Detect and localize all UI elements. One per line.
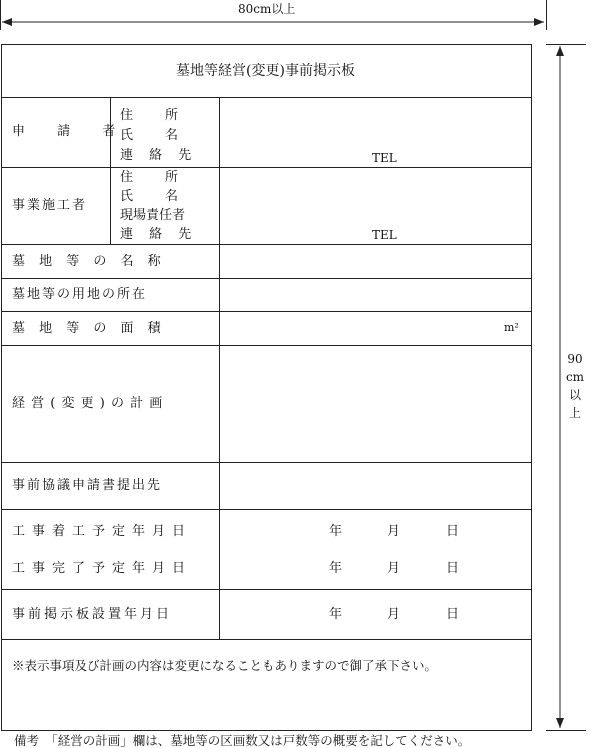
column-divider xyxy=(219,97,220,639)
row-line xyxy=(1,311,531,312)
sublabel-divider xyxy=(110,97,111,244)
area-label: 墓 地 等 の 面 積 xyxy=(12,321,166,336)
plan-label: 経 営 ( 変 更 ) の 計 画 xyxy=(12,396,164,411)
applicant-tel-label: TEL xyxy=(372,151,397,165)
height-label-part: 以 xyxy=(568,388,581,402)
site-manager-label: 現場責任者 xyxy=(120,208,186,223)
start-date-day: 日 xyxy=(446,524,460,539)
cemetery-name-label: 墓 地 等 の 名 称 xyxy=(12,254,166,269)
signboard-frame xyxy=(1,44,532,731)
row-line xyxy=(1,462,531,463)
start-date-year: 年 xyxy=(329,524,343,539)
row-line xyxy=(1,345,531,346)
width-dimension-label: 80cm以上 xyxy=(238,2,296,16)
row-line xyxy=(1,278,531,279)
consultation-label: 事前協議申請書提出先 xyxy=(12,478,163,493)
row-line xyxy=(1,167,531,168)
remark-note: 備考 「経営の計画」欄は、墓地等の区画数又は戸数等の概要を記してください。 xyxy=(14,733,471,748)
board-title: 墓地等経営(変更)事前掲示板 xyxy=(176,63,355,79)
land-location-label: 墓地等の用地の所在 xyxy=(12,287,148,302)
area-unit: m² xyxy=(504,321,519,334)
end-date-label: 工事完了予定年月日 xyxy=(12,561,193,576)
height-label-part: cm xyxy=(565,370,585,384)
applicant-sublabels xyxy=(120,106,210,166)
board-notice: ※表示事項及び計画の内容は変更になることもありますので御了承下さい。 xyxy=(12,658,438,673)
contractor-tel-label: TEL xyxy=(372,228,397,242)
applicant-label xyxy=(12,124,130,139)
height-dimension-label xyxy=(562,350,588,422)
contact-label: 連 絡 先 xyxy=(120,227,198,242)
end-date-day: 日 xyxy=(446,561,460,576)
height-label-part: 上 xyxy=(568,406,581,420)
contact-label: 連 絡 先 xyxy=(120,148,198,163)
row-line xyxy=(1,509,531,510)
posting-date-day: 日 xyxy=(446,607,460,622)
row-line xyxy=(1,589,531,590)
end-date-month: 月 xyxy=(387,561,401,576)
end-date-year: 年 xyxy=(329,561,343,576)
row-line xyxy=(1,244,531,245)
address-label: 住 所 xyxy=(120,108,181,123)
row-line xyxy=(1,97,531,98)
start-date-month: 月 xyxy=(387,524,401,539)
contractor-sublabels xyxy=(120,168,216,244)
address-label: 住 所 xyxy=(120,170,181,185)
contractor-label: 事業施工者 xyxy=(12,198,88,213)
applicant-label-text: 申 請 者 xyxy=(12,124,130,139)
posting-date-year: 年 xyxy=(329,607,343,622)
posting-date-label: 事前掲示板設置年月日 xyxy=(12,607,173,622)
height-label-part: 90 xyxy=(567,352,583,366)
row-line xyxy=(1,639,531,640)
posting-date-month: 月 xyxy=(387,607,401,622)
name-label: 氏 名 xyxy=(120,128,181,143)
name-label: 氏 名 xyxy=(120,189,181,204)
start-date-label: 工事着工予定年月日 xyxy=(12,524,193,539)
